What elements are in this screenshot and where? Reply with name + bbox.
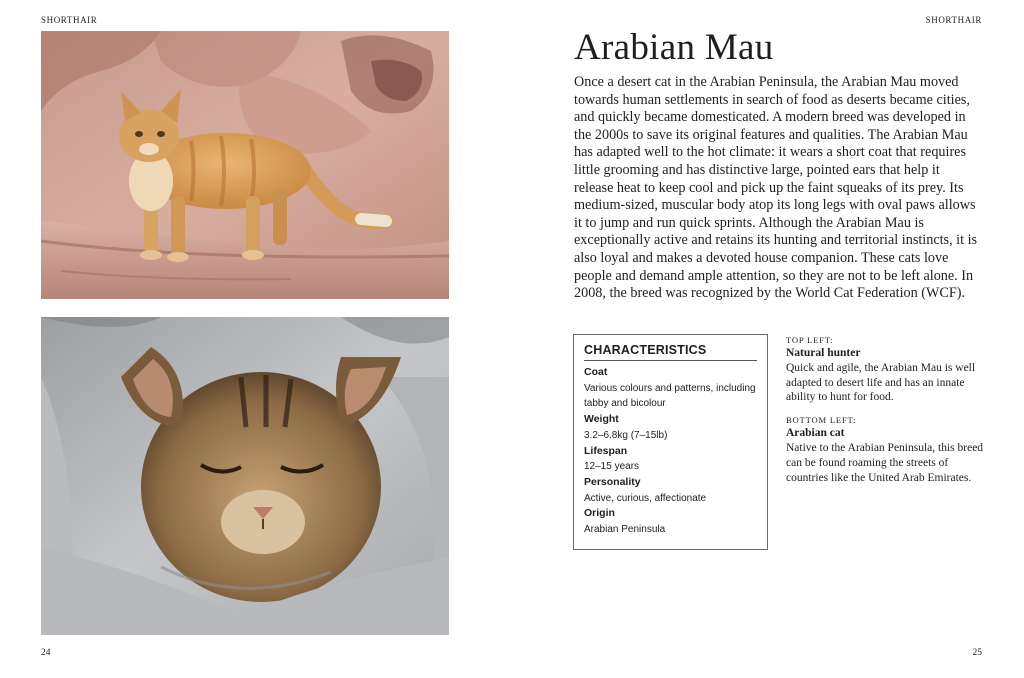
characteristic-value: Active, curious, affectionate (584, 492, 707, 504)
characteristic-label: Weight (584, 413, 619, 426)
caption-title: Arabian cat (786, 427, 845, 440)
body-text: Once a desert cat in the Arabian Peninsula, the Arabian Mau moved towards human settlements in search of food as deserts became cities, and quickly became domesticated. A modern breed was developed in the 2000s to save its original features and qualities. The Arabian Mau has adapted well to the hot climate: it wears a short coat that requires little grooming and has distinctive large, pointed ears that help it release heat to keep cool and pick up the faint squeaks of its prey. Its medium-sized, muscular body atop its long legs with oval paws allows it to jump and run quick sprints. Although the Arabian Mau is exceptionally active and retains its hunting and territorial instincts, it is also loyal and makes a devoted house companion. These cats love people and demand ample attention, so they are not to be left alone. In 2008, the breed was recognized by the World Cat Federation (WCF). (574, 74, 978, 302)
running-head-left: SHORTHAIR (41, 15, 98, 25)
caption-top-left (786, 334, 986, 405)
characteristic-origin (584, 506, 757, 537)
characteristics-heading: CHARACTERISTICS (584, 343, 757, 361)
caption-bottom-left (786, 414, 986, 485)
characteristic-value: Arabian Peninsula (584, 523, 666, 535)
photo-captions (786, 334, 986, 494)
characteristic-value: 3.2–6.8kg (7–15lb) (584, 429, 668, 441)
characteristic-value: 12–15 years (584, 461, 640, 473)
characteristic-label: Personality (584, 475, 641, 488)
characteristic-value: Various colours and patterns, including tabby and bicolour (584, 382, 756, 410)
caption-text: Native to the Arabian Peninsula, this breed can be found roaming the streets of countries like the United Arab Emirates. (786, 442, 984, 484)
characteristic-lifespan (584, 444, 757, 475)
kitten-in-blanket-image (41, 317, 449, 635)
characteristic-coat (584, 365, 757, 412)
caption-text: Quick and agile, the Arabian Mau is well adapted to desert life and has an innate ability to hunt for food. (786, 362, 976, 404)
characteristic-weight (584, 412, 757, 443)
characteristic-personality (584, 475, 757, 506)
photo-natural-hunter (41, 31, 449, 299)
photo-arabian-cat (41, 317, 449, 635)
characteristic-label: Lifespan (584, 444, 628, 457)
page-number-right: 25 (972, 648, 982, 658)
running-head-right: SHORTHAIR (925, 15, 982, 25)
caption-title: Natural hunter (786, 347, 861, 359)
characteristic-label: Origin (584, 507, 615, 520)
caption-position: TOP LEFT: (786, 335, 834, 345)
characteristics-box (573, 334, 768, 550)
characteristic-label: Coat (584, 366, 608, 378)
caption-position: BOTTOM LEFT: (786, 415, 857, 426)
page-title: Arabian Mau (574, 27, 774, 68)
page-number-left: 24 (41, 648, 51, 658)
cat-on-rocks-image (41, 31, 449, 299)
